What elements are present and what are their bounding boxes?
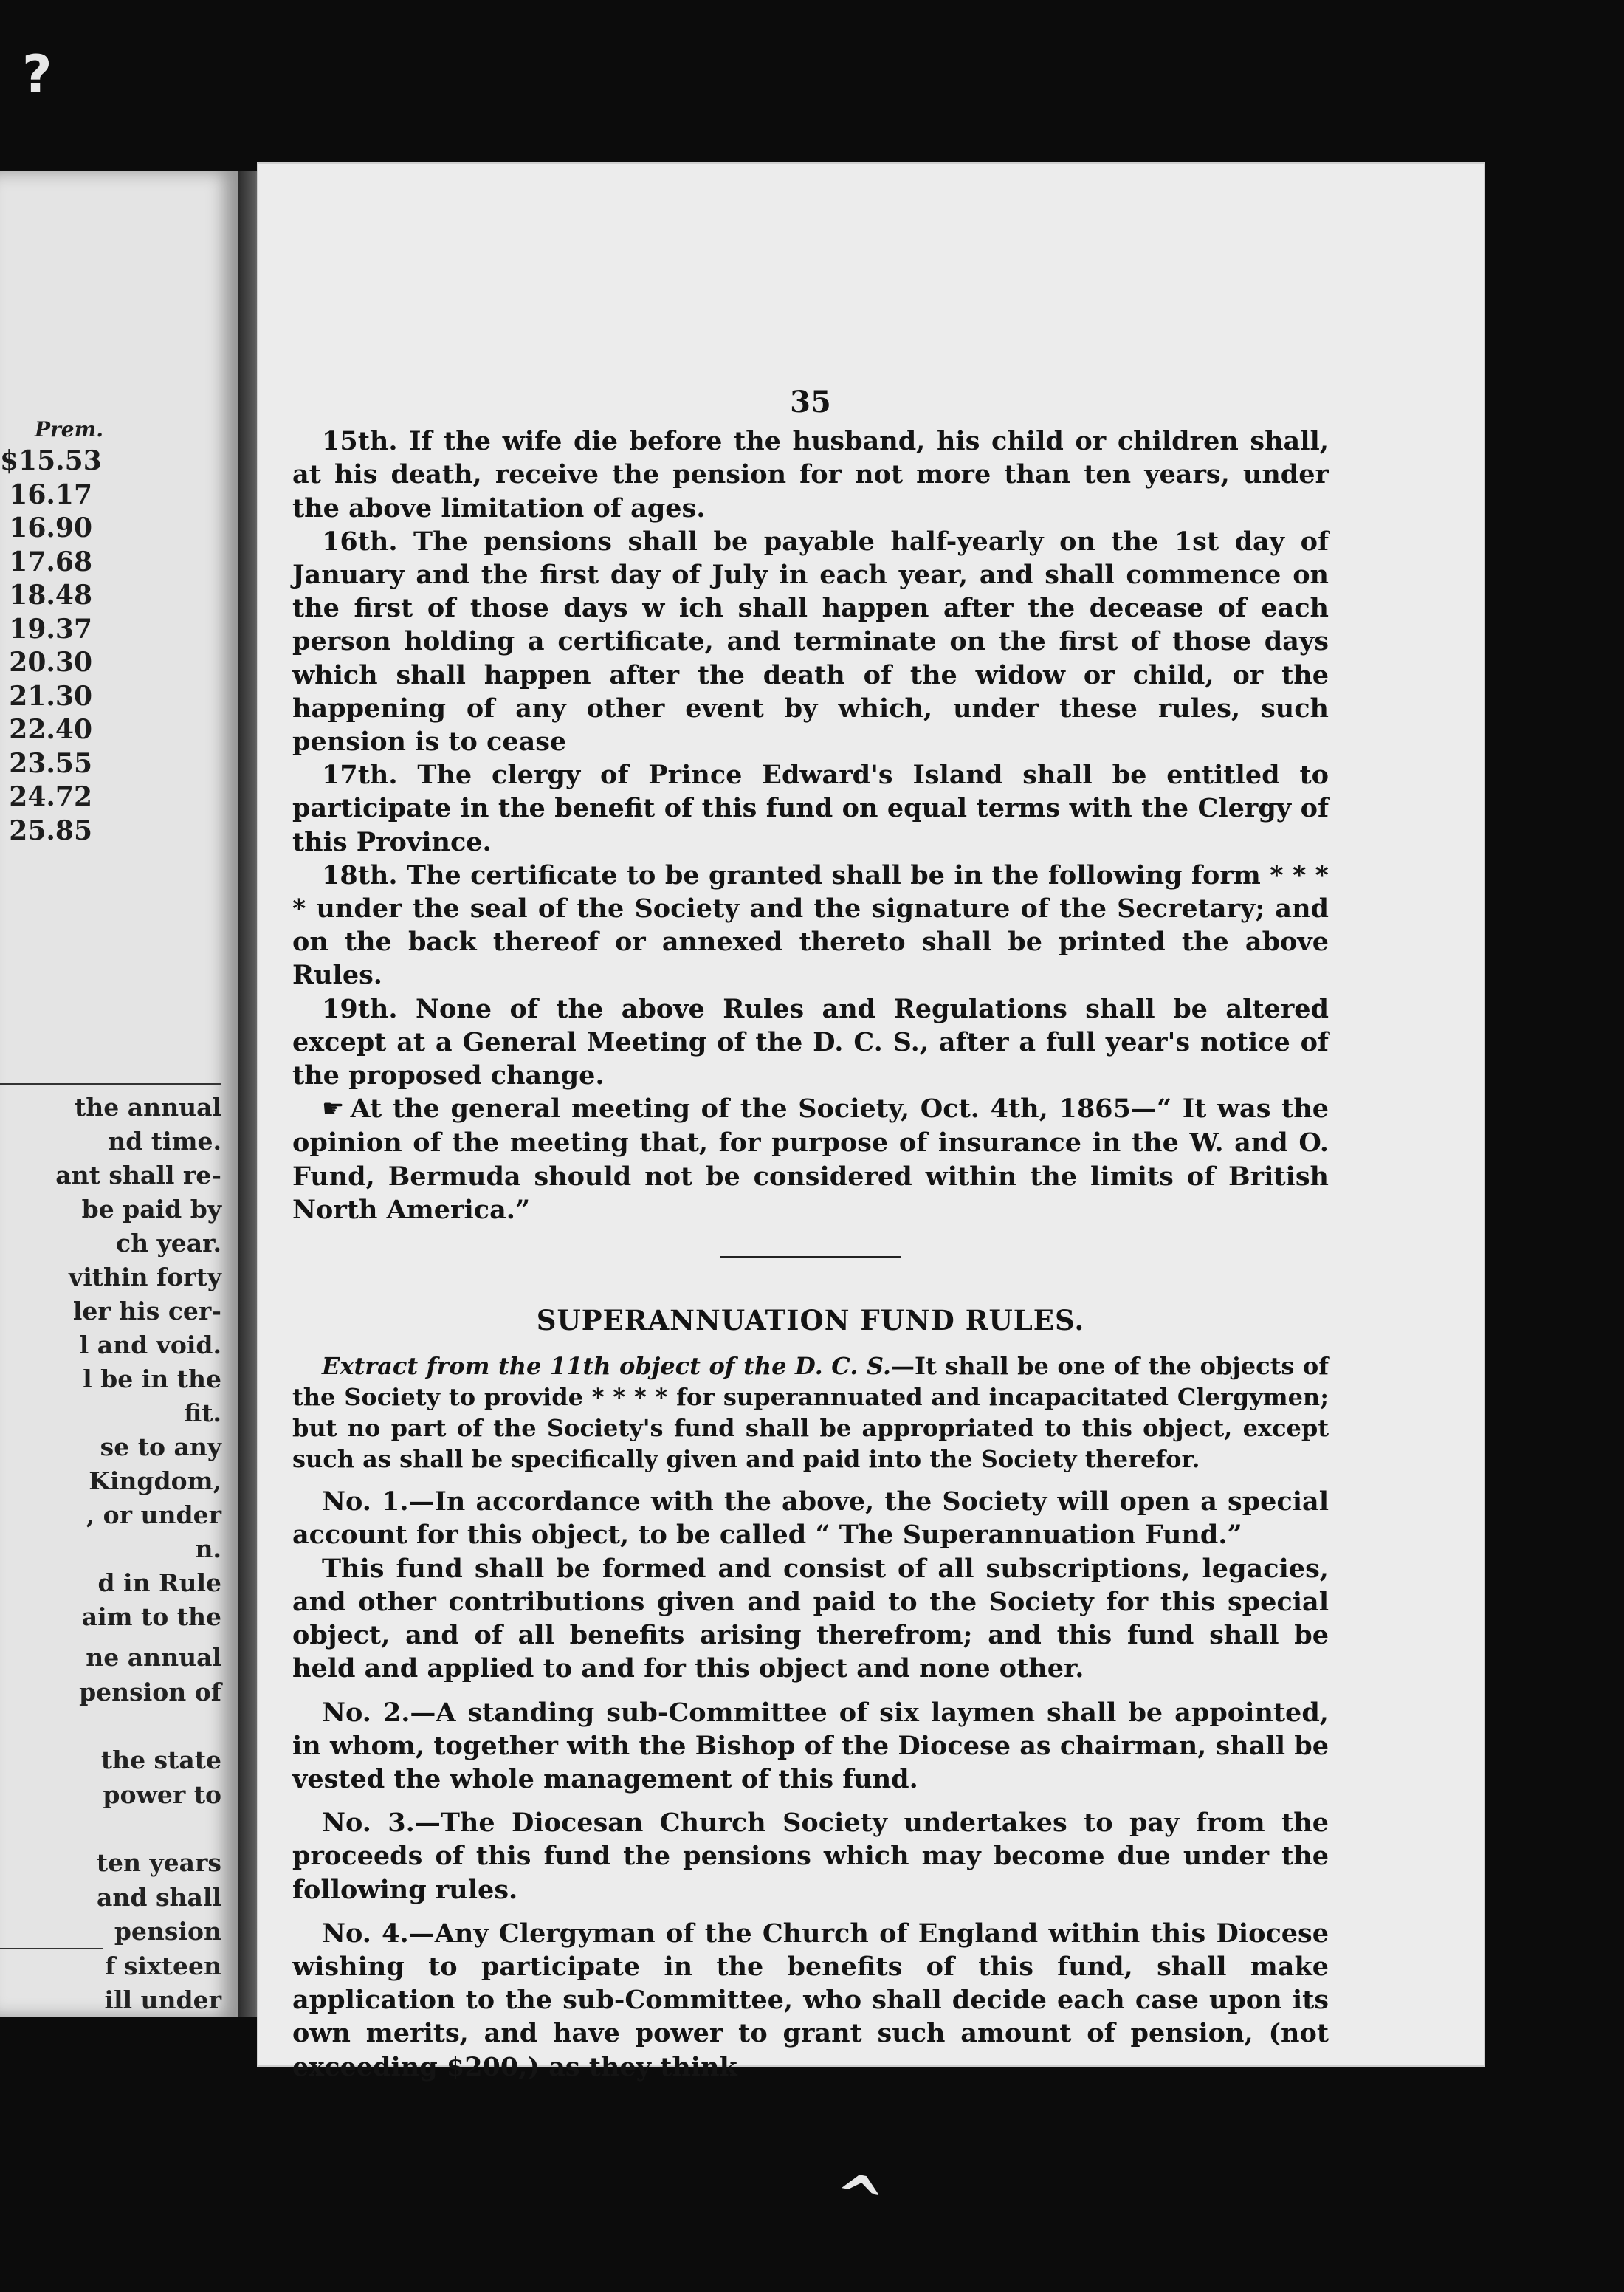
text-fragment: nd time. [108,1127,221,1156]
rule-paragraph-18th: 18th. The certificate to be granted shall be in the following form * * * * under the seal of the Society and the signature of the Secretary; and on the back thereof or annexed thereto shall be printed the above Rules. [292,860,1329,991]
text-fragment: be paid by [81,1195,221,1224]
text-fragment: ill under [104,1986,221,2014]
premium-value: $15.53 [0,445,102,476]
text-fragment: ne annual [86,1643,221,1672]
meeting-note [292,1092,1329,1226]
rule-paragraph-16th: 16th. The pensions shall be payable half-yearly on the 1st day of January and the first day of July in each year, and shall commence on the first of those days w ich shall happen after the decease of each person holding a certificate, and terminate on the first of those days which shall happen after the death of the widow or child, or the happening of any other event by which, under these rules, such pension is to cease [292,526,1329,758]
text-fragment: , or under [86,1500,221,1529]
text-fragment: fit. [184,1399,221,1427]
text-fragment: l be in the [83,1365,221,1393]
premium-value: 21.30 [9,680,92,712]
page-content [292,164,1329,2084]
rule-no-1-body: This fund shall be formed and consist of all subscriptions, legacies, and other contributions given and paid to the Society for this special object, and of all benefits arising therefrom; and this fund shall be held and applied to and for this object and none other. [292,1553,1329,1684]
film-edge-mark: ? [22,44,52,105]
rule-paragraph-17th: 17th. The clergy of Prince Edward's Island shall be entitled to participate in the benefit of this fund on equal terms with the Clergy of this Province. [292,760,1329,857]
premium-value: 23.55 [9,747,92,779]
text-fragment: aim to the [81,1602,221,1631]
text-fragment: ch year. [116,1229,221,1257]
meeting-note-text: At the general meeting of the Society, Oct. 4th, 1865—“ It was the opinion of the meeting that, for purpose of insurance in the W. and O. Fund, Bermuda should not be considered within the limits of British North America.” [292,1094,1329,1225]
text-fragment: the annual [75,1093,221,1122]
premium-value: 22.40 [9,714,92,745]
text-fragment: f sixteen [105,1951,221,1980]
premium-value: 24.72 [9,781,92,812]
rule-paragraph-15th: 15th. If the wife die before the husband, his child or children shall, at his death, receive the pension for not more than ten years, under the above limitation of ages. [292,426,1329,524]
premium-value: 18.48 [9,580,92,611]
section-heading: SUPERANNUATION FUND RULES. [536,1304,1085,1337]
premium-value: 16.90 [9,512,92,543]
text-fragment: Kingdom, [89,1466,221,1495]
page-number: 35 [790,385,831,419]
premium-column-header: Prem. [35,417,103,442]
extract-lead: Extract from the 11th object of the D. C. S. [322,1352,891,1381]
text-fragment: l and void. [79,1331,221,1359]
premium-column [0,415,221,848]
footnote-rule [0,1948,103,1949]
text-fragment: ler his cer- [72,1297,221,1325]
facing-page-left [0,171,238,2017]
rule-no-4: No. 4.—Any Clergyman of the Church of England within this Diocese wishing to participate in the benefits of this fund, shall make application to the sub-Committee, who shall decide each case upon its own merits, and have power to grant such amount of pension, (not exceeding $200,) as they think [292,1918,1329,2082]
premium-value: 16.17 [9,478,92,510]
text-fragment: the state [100,1746,221,1774]
rule-no-1: No. 1.—In accordance with the above, the Society will open a special account for this object, to be called “ The Superannuation Fund.” [292,1486,1329,1551]
document-page [258,164,1484,2082]
text-fragment: ten years [96,1848,221,1877]
rule-no-2: No. 2.—A standing sub-Committee of six laymen shall be appointed, in whom, together with the Bishop of the Diocese as chairman, shall be vested the whole management of this fund. [292,1697,1329,1794]
text-fragment: pension [114,1917,221,1946]
extract-text: —It shall be one of the objects of the Society to provide * * * * for superannuated and incapacitated Clergymen; but no part of the Society's fund shall be appropriated to this object, except such as shall be specifically given and paid into the Society therefor. [292,1352,1329,1474]
premium-value: 19.37 [9,613,92,645]
rule-paragraph-19th: 19th. None of the above Rules and Regulations shall be altered except at a General Meeting of the D. C. S., after a full year's notice of the proposed change. [292,993,1329,1091]
text-fragment: power to [103,1780,221,1809]
text-fragment: and shall [97,1882,221,1912]
cut-off-text-block-lower [0,1641,221,2017]
text-fragment: n. [195,1534,221,1563]
film-edge-mark: ^ [828,2159,890,2237]
text-fragment: d in Rule [97,1568,221,1597]
extract-paragraph [292,1351,1329,1475]
premium-value: 17.68 [9,546,92,577]
text-fragment: pension of [79,1677,221,1706]
premium-value: 20.30 [9,647,92,678]
cut-off-text-block [0,1091,221,1634]
text-fragment: ant shall re- [55,1161,221,1190]
text-fragment: vithin forty [69,1263,221,1291]
table-rule [0,1083,221,1085]
pointing-hand-icon: ☛ [322,1094,345,1125]
premium-value: 25.85 [9,814,92,846]
rule-no-3: No. 3.—The Diocesan Church Society undertakes to pay from the proceeds of this fund the pensions which may become due under the following rules. [292,1808,1329,1905]
text-fragment: se to any [100,1432,221,1461]
section-divider [720,1256,901,1258]
